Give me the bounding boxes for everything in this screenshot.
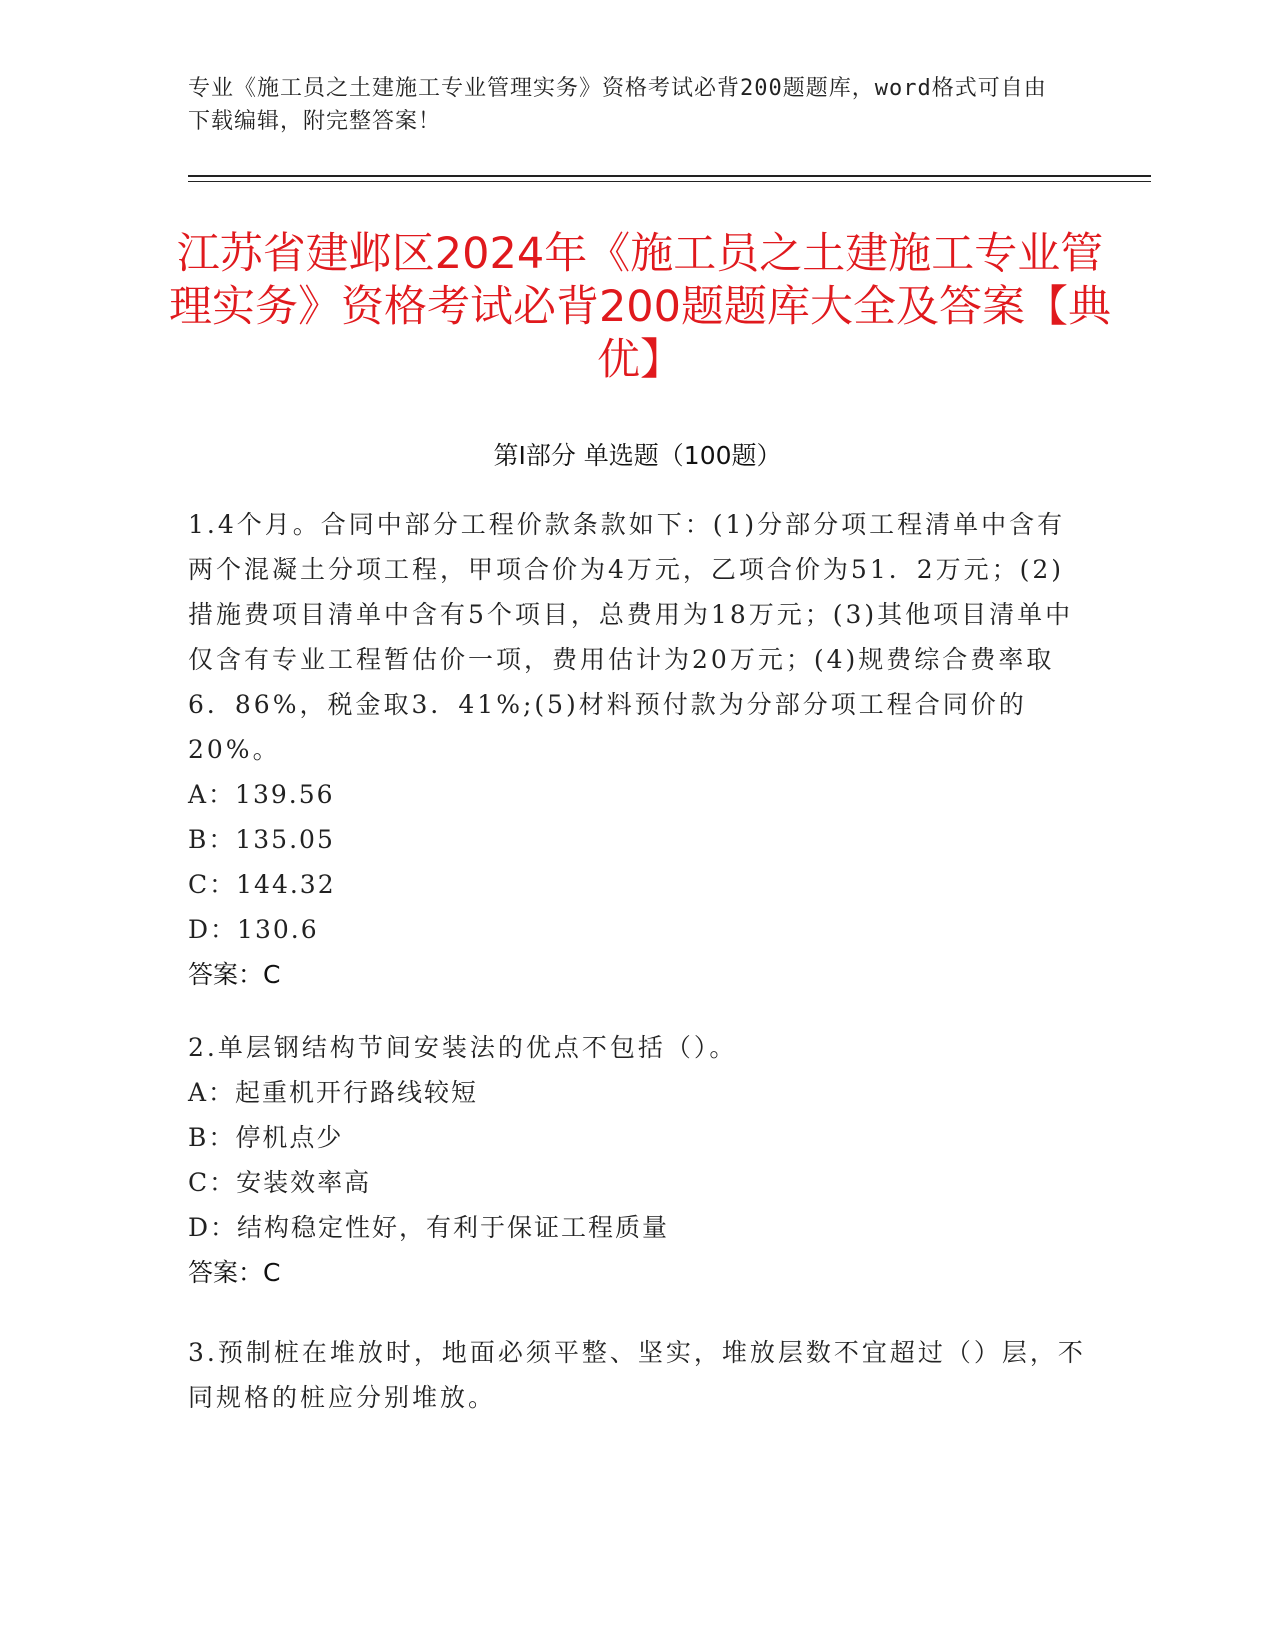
option-c: C：安装效率高: [188, 1168, 372, 1197]
option-a: A：起重机开行路线较短: [188, 1078, 479, 1107]
document-title: 江苏省建邺区2024年《施工员之土建施工专业管理实务》资格考试必背200题题库大全及答案【典优】: [168, 229, 1112, 385]
option-b: B：停机点少: [188, 1123, 344, 1152]
option-d: D：结构稳定性好，有利于保证工程质量: [188, 1213, 670, 1242]
option-a: A：139.56: [188, 780, 335, 809]
header-divider-thin: [188, 181, 1151, 182]
question-3: [188, 1330, 1088, 1420]
option-d: D：130.6: [188, 915, 319, 944]
section-title: 第Ⅰ部分 单选题（100题）: [493, 441, 782, 470]
question-1: [188, 502, 1088, 997]
answer: 答案：C: [188, 960, 281, 989]
option-b: B：135.05: [188, 825, 335, 854]
header-divider-thick: [188, 175, 1151, 177]
header-note: 专业《施工员之土建施工专业管理实务》资格考试必背200题题库，word格式可自由下载编辑，附完整答案！: [188, 76, 1047, 134]
question-text: 1.4个月。合同中部分工程价款条款如下：(1)分部分项工程清单中含有两个混凝土分项工程，甲项合价为4万元，乙项合价为51．2万元；(2)措施费项目清单中含有5个项目，总费用为18万元；(3)其他项目清单中仅含有专业工程暂估价一项，费用估计为20万元；(4)规费综合费率取6．86%，税金取3．41%;(5)材料预付款为分部分项工程合同价的20%。: [188, 510, 1074, 764]
option-c: C：144.32: [188, 870, 336, 899]
question-text: 2.单层钢结构节间安装法的优点不包括（）。: [188, 1033, 738, 1062]
question-2: [188, 1025, 1088, 1295]
answer: 答案：C: [188, 1258, 281, 1287]
question-text: 3.预制桩在堆放时，地面必须平整、坚实，堆放层数不宜超过（）层，不同规格的桩应分别堆放。: [188, 1338, 1086, 1412]
